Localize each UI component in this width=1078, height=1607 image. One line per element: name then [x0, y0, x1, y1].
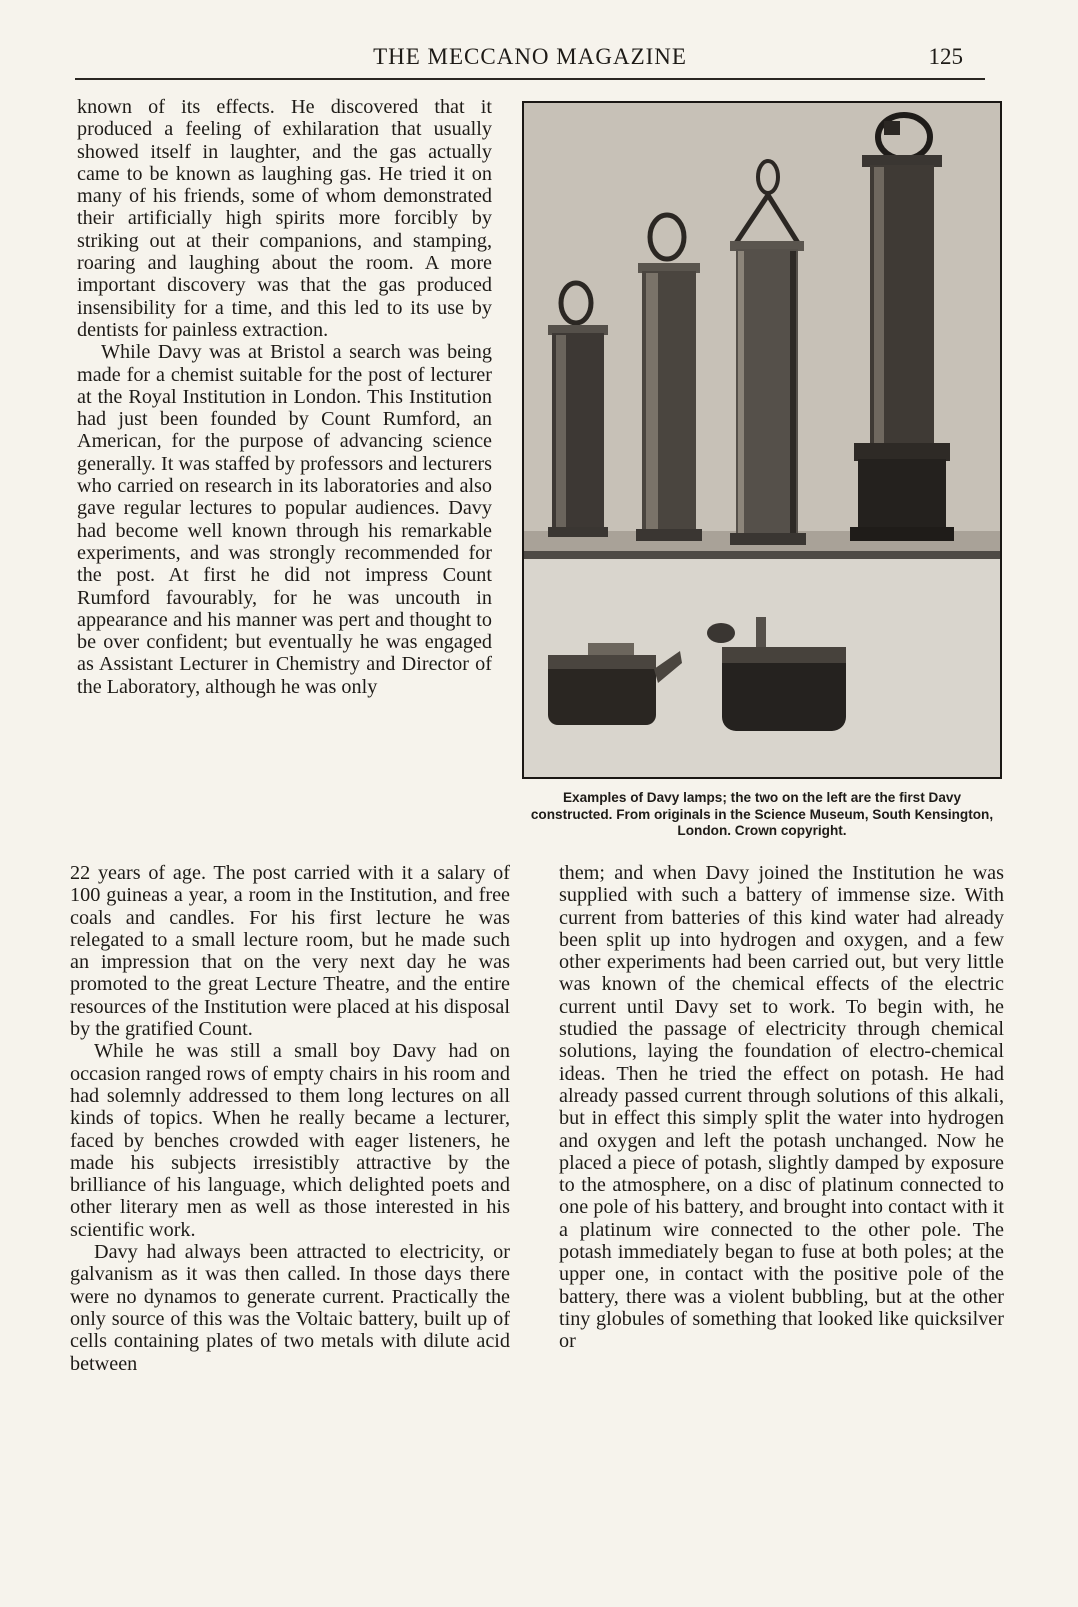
davy-lamps-illustration: [524, 103, 1000, 777]
paragraph: them; and when Davy joined the Institution he was supplied with such a battery of immense size. With current from batteries of this kind water had already been split up into hydrogen and oxygen, and a few other experiments had been carried out, but very little was known of the chemical effects of the electric current until Davy set to work. To begin with, he studied the passage of electricity through chemical solutions, laying the foundation of electro-chemical ideas. Then he tried the effect on potash. He had already passed current through solutions of this alkali, but in effect this simply split the water into hydrogen and oxygen and left the potash unchanged. Now he placed a piece of potash, slightly damped by exposure to the atmosphere, on a disc of platinum connected to one pole of his battery, and brought into contact with it a platinum wire connected to the other pole. The potash immediately began to fuse at both poles; at the upper one, in contact with the positive pole of the battery, there was a violent bubbling, but at the other tiny globules of something that looked like quicksilver or: [559, 862, 1004, 1353]
page-header: [75, 42, 985, 80]
page-number: 125: [928, 44, 963, 69]
magazine-title: THE MECCANO MAGAZINE: [373, 44, 687, 69]
paragraph: While Davy was at Bristol a search was being made for a chemist suitable for the post of lecturer at the Royal Institution in London. This Institution had just been founded by Count Rumford, an American, for the purpose of advancing science generally. It was staffed by professors and lecturers who carried on research in its laboratories and also gave regular lectures to popular audiences. Davy had become well known through his remarkable experiments, and was strongly recommended for the post. At first he did not impress Count Rumford favourably, for he was uncouth in appearance and his manner was pert and thought to be over confident; but eventually he was engaged as Assistant Lecturer in Chemistry and Director of the Laboratory, although he was only: [77, 341, 492, 698]
paragraph: 22 years of age. The post carried with it a salary of 100 guineas a year, a room in the Institution, and free coals and candles. For his first lecture he was relegated to a small lecture room, but he made such an impression that on the very next day he was promoted to the great Lecture Theatre, and the entire resources of the Institution were placed at his disposal by the gratified Count.: [70, 862, 510, 1041]
paragraph: While he was still a small boy Davy had on occasion ranged rows of empty chairs in his room and had solemnly addressed to them long lectures on all kinds of topics. When he really became a lecturer, faced by benches crowded with eager listeners, he made his subjects irresistibly attractive by the brilliance of his language, which delighted poets and other literary men as well as those interested in his scientific work.: [70, 1040, 510, 1241]
figure-caption: Examples of Davy lamps; the two on the left are the first Davy constructed. From originals in the Science Museum, South Kensington, London. Crown copyright.: [530, 790, 994, 838]
davy-lamps-photo: [522, 101, 1002, 779]
left-column-bottom: [70, 862, 510, 1375]
right-column-bottom: [559, 862, 1004, 1353]
paragraph: known of its effects. He discovered that it produced a feeling of exhilaration that usually showed itself in laughter, and the gas actually came to be known as laughing gas. He tried it on many of his friends, some of whom demonstrated their artificially high spirits more forcibly by striking out at their companions, and stamping, roaring and laughing about the room. A more important discovery was that the gas produced insensibility for a time, and this led to its use by dentists for painless extraction.: [77, 96, 492, 341]
paragraph: Davy had always been attracted to electricity, or galvanism as it was then called. In those days there were no dynamos to generate current. Practically the only source of this was the Voltaic battery, built up of cells containing plates of two metals with dilute acid between: [70, 1241, 510, 1375]
left-column-top: [77, 96, 492, 698]
